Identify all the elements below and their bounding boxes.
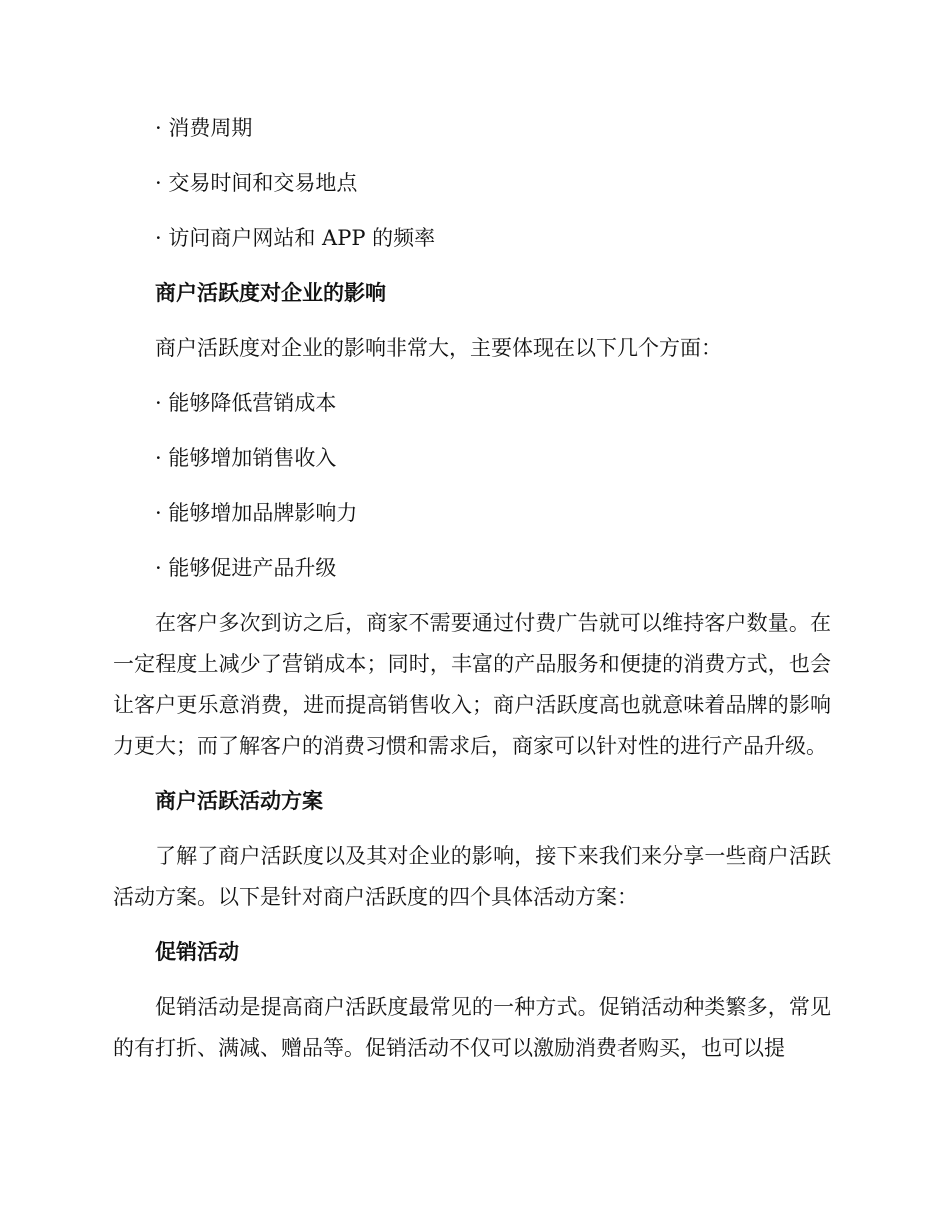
list-item: · 消费周期 bbox=[155, 116, 253, 140]
list-item: · 能够增加销售收入 bbox=[155, 446, 337, 470]
list-item: · 交易时间和交易地点 bbox=[155, 171, 358, 195]
section-heading-activity-plan: 商户活跃活动方案 bbox=[155, 789, 323, 813]
list-item: · 能够促进产品升级 bbox=[155, 556, 337, 580]
section-heading-impact: 商户活跃度对企业的影响 bbox=[155, 281, 386, 305]
list-item: · 能够增加品牌影响力 bbox=[155, 501, 358, 525]
paragraph-impact-explanation: 在客户多次到访之后，商家不需要通过付费广告就可以维持客户数量。在一定程度上减少了营销成本；同时，丰富的产品服务和便捷的消费方式，也会让客户更乐意消费，进而提高销售收入；商户活跃度高也就意味着品牌的影响力更大；而了解客户的消费习惯和需求后，商家可以针对性的进行产品升级。 bbox=[113, 611, 831, 758]
paragraph-activity-plan: 了解了商户活跃度以及其对企业的影响，接下来我们来分享一些商户活跃活动方案。以下是针对商户活跃度的四个具体活动方案： bbox=[113, 844, 831, 909]
section-intro-impact: 商户活跃度对企业的影响非常大，主要体现在以下几个方面： bbox=[155, 336, 722, 360]
list-item: · 访问商户网站和 APP 的频率 bbox=[155, 226, 436, 250]
list-item: · 能够降低营销成本 bbox=[155, 391, 337, 415]
paragraph-promotion: 促销活动是提高商户活跃度最常见的一种方式。促销活动种类繁多，常见的有打折、满减、赠品等。促销活动不仅可以激励消费者购买，也可以提 bbox=[113, 995, 831, 1060]
section-heading-promotion: 促销活动 bbox=[155, 940, 239, 964]
document-body bbox=[113, 108, 831, 1083]
